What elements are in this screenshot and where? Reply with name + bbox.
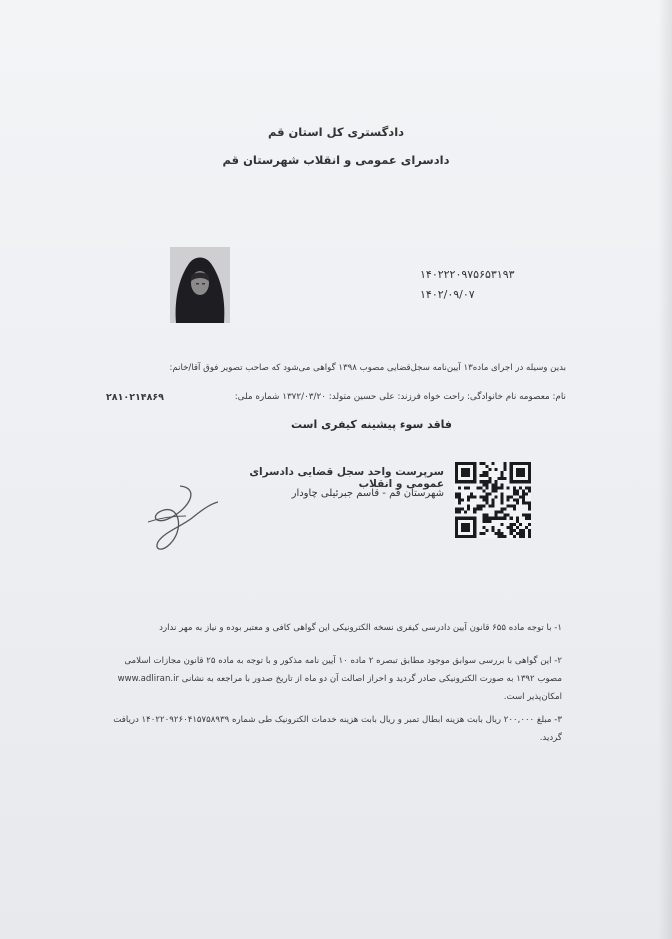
paper-edge-shadow [658,0,672,939]
issue-date: ۱۴۰۲/۰۹/۰۷ [420,288,475,301]
signatory-name: شهرستان قم - قاسم جبرئیلی چاودار [291,488,444,499]
note-2: ۲- این گواهی با بررسی سوابق موجود مطابق تبصره ۲ ماده ۱۰ آیین نامه مذکور و با توجه به ماده ۲۵ قانون مجازات اسلامی مصوب ۱۳۹۲ به صورت الکترونیکی صادر گردید و احراز اصالت آن دو ماه از تاریخ صدور با مراجعه به نشانی www.adliran.ir امکان‌پذیر است. [117,656,562,702]
prosecutor-office-title: دادسرای عمومی و انقلاب شهرستان قم [222,153,450,167]
verification-qr-code [455,462,531,538]
handwritten-signature [140,478,230,558]
identity-line [106,390,566,405]
applicant-photo [170,247,230,323]
court-title: دادگستری کل استان قم [267,125,405,139]
intro-text: بدین وسیله در اجرای ماده۱۳ آیین‌نامه سجل‌قضایی مصوب ۱۳۹۸ گواهی می‌شود که صاحب تصویر فوق آقا/خانم: [169,363,566,373]
national-id: ۲۸۱۰۲۱۴۸۶۹ [106,392,164,403]
reference-number: ۱۴۰۲۲۲۰۹۷۵۶۵۳۱۹۳ [420,268,515,281]
note-3: ۳- مبلغ ۲۰۰,۰۰۰ ریال بابت هزینه ابطال تمبر و ریال بابت هزینه خدمات الکترونیک طی شماره ۱۴۰۲۲۰۹۲۶۰۴۱۵۷۵۸۹۳۹ دریافت گردید. [113,715,562,743]
note-1: ۱- با توجه ماده ۶۵۵ قانون آیین دادرسی کیفری نسخه الکترونیکی این گواهی کافی و معتبر بوده و نیاز به مهر ندارد [159,623,562,633]
identity-text: نام: معصومه نام خانوادگی: راحت خواه فرزند: علی حسین متولد: ۱۳۷۲/۰۳/۲۰ شماره ملی: [234,392,566,402]
result-statement: فاقد سوء پیشینه کیفری است [291,418,452,431]
signatory-title: سرپرست واحد سجل قضایی دادسرای عمومی و انقلاب [249,466,444,490]
